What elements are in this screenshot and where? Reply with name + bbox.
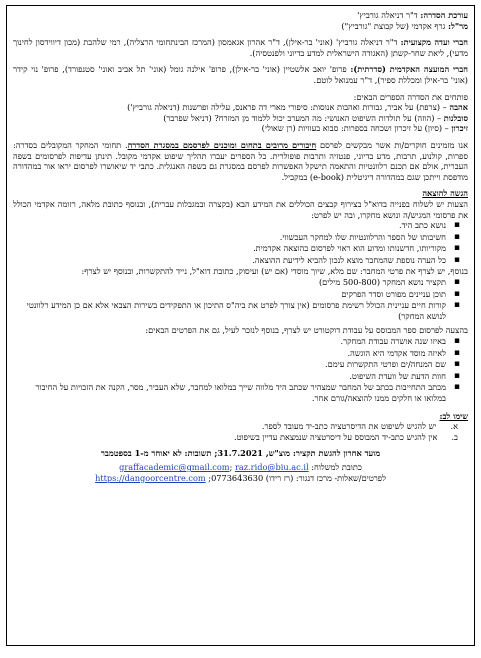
deadline-line: מועד אחרון להגשת תקציר: מוצ"ש, 31.7.2021; תשובות: לא יאוחר מ-1 בספטמבר xyxy=(100,448,381,459)
editorial-board-paragraph xyxy=(13,37,468,58)
intro-rest: . תחומי המחקר המקובלים בסדרה: ספרות, קולנוע, תרבות, מדע בדיוני, פנטזיה ותרבות פופולרית. כל הספרים יעברו תהליך שיפוט אקדמי מקובל. תינתן עדיפות לפרסומים בשפה העברית, אולם אם תכנם רלוונטיות והתאמה תישקל האפשרות לפרסם במסגרת גם בשפה האנגלית. כתבי יד שיאושרו לפרסום יראו אור במהדורה מודפסת וייתכן שגם במהדורה דיגיטלית (e-book) במקביל. xyxy=(13,139,468,182)
note-letter: ב. xyxy=(451,431,458,442)
note-item xyxy=(13,432,468,443)
mail-line: כתובת למשלוח: graffacademic@gmail.com; raz.rido@biu.ac.il xyxy=(119,461,362,472)
note-text: אין להגיש כתב-יד המבוסס על דיסרטציה שנמצאת עדיין בשיפוט. xyxy=(233,431,438,442)
submission-intro: הצעות יש לשלוח בפנייה בדוא"ל בצירוף קבצים הכוללים את המידע הבא (בקצרה ובמגבלות עברית), ובנוסף כתובת מלאה, רזומה אקדמי הכולל את פרסומי המגיש/ה ונושא מחקרו, ובה יש לפרט: xyxy=(13,198,468,220)
list-item: ▪ שם המנחה/ים ופרטי התקשרות עימם. xyxy=(13,359,446,370)
editorial-board-label: חברי ועדה מקצועית: xyxy=(400,37,468,48)
series-editor-value: ד"ר דניאלה גורביץ' xyxy=(357,10,421,20)
phone-number: 0773643630 xyxy=(211,472,264,483)
advisory-board-paragraph xyxy=(13,64,468,85)
book-3-title: זיכרון xyxy=(451,123,468,134)
author-details-intro: בנוסף, יש לצרף את פרטי המחבר: שם מלא, שיוך מוסדי (אם יש) ועיסוק, כתובת דוא"ל, נייד להתקשרות, ובנוסף יש לצרף: xyxy=(81,266,468,277)
notes-heading: שימו לב: xyxy=(439,410,468,421)
list-item: ▪ תוכן עניינים מפורט וסדר הפרקים xyxy=(13,289,446,300)
published-book-2 xyxy=(13,113,468,124)
website-link[interactable]: https://dangoorcentre.com xyxy=(95,472,206,483)
advisory-board-text: פרופ' יואב אלשטיין (אוני' בר-אילן), פרופ' אילנה גומל (אוני' תל אביב ואוני' סטנפורד), פרופ' נוי קידר (אוני' בר-אילן ומכללת ספיר), ד"ר עמנואל לוטם. xyxy=(13,64,468,85)
list-item: ▪ תקציר נושא המחקר (500-800 מילים) xyxy=(13,277,446,288)
note-text: יש להגיש לשיפוט את הדיסרטציה כתב-יד מעובד לספר. xyxy=(261,421,437,432)
email-link-2[interactable]: raz.rido@biu.ac.il xyxy=(234,461,309,472)
editorial-board-text: ד"ר דניאלה גורביץ' (אוני' בר-אילן), ד"ר אהרון אגאמסון (המרכז הבינתחומי הרצליה), רמי שלהבת (מכון דיווידסון לחינוך מדעי), ליאת שחר-קשתן (האגודה הישראלית למדע בדיוני ולפנטסיה). xyxy=(13,37,468,58)
mail-label: כתובת למשלוח: xyxy=(311,461,362,472)
book-1-details: – (צרפת) על אביר, גבורות ואהבות אנוסות: סיפורי מארי דה פראנס, עלילה ופרשנות (דניאלה גורביץ') xyxy=(127,102,450,113)
coordinator-label: מר"ל: xyxy=(448,20,468,31)
series-editor-label: עורכת הסדרה: xyxy=(420,10,468,20)
dissertation-bullets xyxy=(13,336,468,404)
published-intro: פותחים את הסדרה הספרים הבאים: xyxy=(353,91,468,102)
intro-lead: אנו מזמינים חוקרים/ות אשר מבקשים לפרסם xyxy=(316,139,468,150)
intro-highlight: חיבורים מרובים בתחום ומוכנים לפרסמם במסגרת הסדרה xyxy=(127,139,317,150)
list-item: ▪ לאיזה מוסד אקדמי היא הוגשה. xyxy=(13,348,446,359)
book-3-details: – (סיון) על זיכרון ושכחה בספרות: סבוא בעוויות (רן שאולי) xyxy=(261,123,452,134)
book-2-details: – (הוזה) על תולדות השיפוט האנושי: מה המערב יכול ללמוד מן המזרח? (דניאל שפרבר) xyxy=(163,112,444,123)
contact-person: (רז רידו) xyxy=(265,472,294,483)
coordinator-line xyxy=(13,21,468,32)
published-book-1 xyxy=(13,102,468,113)
editor-block xyxy=(13,10,468,31)
submission-heading: הגשה להוצאה xyxy=(422,188,468,199)
call-for-papers-document xyxy=(6,5,475,646)
coordinator-value: גרף אקדמי (של קבוצת "גורביץ") xyxy=(341,20,448,31)
list-item: ▪ כל הערה נוספת שהמחבר מוצא לנכון להביא לידיעת ההוצאה. xyxy=(13,255,446,266)
intro-paragraph xyxy=(13,140,468,182)
questions-label: לפרטים/שאלות- מרכז דנגור: xyxy=(295,472,386,483)
list-item: ▪ חוות הדעת של וועדת השיפוט. xyxy=(13,371,446,382)
book-1-title: אהבה xyxy=(449,102,468,113)
submission-bullets xyxy=(13,220,468,265)
note-item xyxy=(13,421,468,432)
list-item: ▪ באיזו שנה אושרה עבודת המחקר. xyxy=(13,336,446,347)
advisory-board-label: חברי המועצה האקדמית (סדרתית): xyxy=(350,64,468,75)
list-item: ▪ קורות חיים עניינית הכולל רשימת פרסומים (אין צורך לפרט את ביה"ס התיכון או התפקידים בשירות הצבאי אלא אם כן המידע רלוונטי לנושא המחקר) xyxy=(13,300,446,321)
series-editor-line xyxy=(13,10,468,21)
list-item: ▪ מקוריותו, חדשנותו ומדוע הוא ראוי לפרסום בהוצאה אקדמית. xyxy=(13,243,446,254)
book-2-title: סובלנות xyxy=(443,112,468,123)
list-item: ▪ נושא כתב היד. xyxy=(13,220,446,231)
email-link-1[interactable]: graffacademic@gmail.com xyxy=(119,461,230,472)
author-details-bullets xyxy=(13,277,468,321)
list-item: ▪ חשיבותו של הספר והרלוונטיות שלו למחקר העכשווי. xyxy=(13,232,446,243)
published-book-3 xyxy=(13,123,468,134)
list-item: ▪ מכתב התחייבות בכתב של המחבר שמצהיר שכתב היד מלווה שייך במלואו למחבר, שלא העביר, מסר, הקנה את הזכויות על החיבור במלואו או חלקים ממנו להוצאה/גורם אחר. xyxy=(13,382,446,403)
note-letter: א. xyxy=(450,421,458,432)
questions-line: לפרטים/שאלות- מרכז דנגור: (רז רידו) 0773643630; https://dangoorcentre.com xyxy=(95,472,386,483)
dissertation-intro: בהצעה לפרסום ספר המבוסס על עבודת דוקטורט יש לצרף, בנוסף לנזכר לעיל, גם את הפרטים הבאים: xyxy=(145,325,468,336)
